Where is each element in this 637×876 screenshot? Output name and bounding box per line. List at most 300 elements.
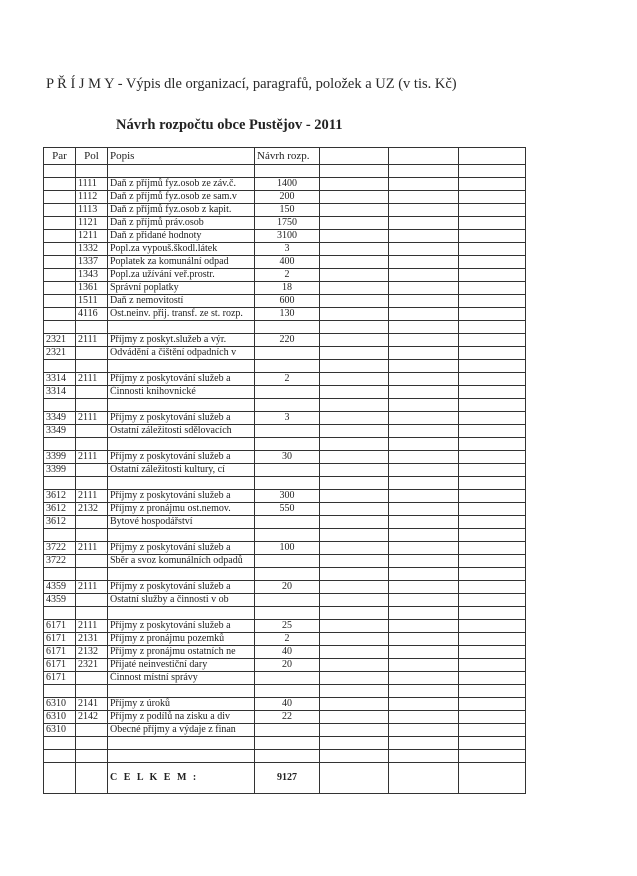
table-row (44, 620, 526, 633)
cell-empty (389, 607, 459, 620)
cell-empty (459, 204, 526, 217)
header-empty (320, 148, 389, 165)
cell-pol (76, 347, 108, 360)
cell-empty (389, 412, 459, 425)
cell-popis: Příjmy z podílů na zisku a div (108, 711, 255, 724)
table-row (44, 178, 526, 191)
cell-popis: Příjmy z poskytování služeb a (108, 373, 255, 386)
cell-popis (108, 165, 255, 178)
cell-empty (459, 438, 526, 451)
cell-popis: Příjmy z poskyt.služeb a výr. (108, 334, 255, 347)
cell-pol (76, 594, 108, 607)
cell-empty (389, 373, 459, 386)
cell-empty (459, 607, 526, 620)
cell-empty (459, 672, 526, 685)
cell-popis (108, 360, 255, 373)
cell-empty (459, 542, 526, 555)
cell-empty (459, 282, 526, 295)
cell-par: 2321 (44, 334, 76, 347)
cell-par (44, 256, 76, 269)
cell-par (44, 399, 76, 412)
cell-empty (459, 425, 526, 438)
cell-empty (320, 633, 389, 646)
cell-popis: Odvádění a čištění odpadních v (108, 347, 255, 360)
table-body (44, 165, 526, 794)
cell-empty (320, 542, 389, 555)
cell-popis: Poplatek za komunální odpad (108, 256, 255, 269)
table-row (44, 594, 526, 607)
cell-popis: Příjmy z úroků (108, 698, 255, 711)
cell-empty (459, 256, 526, 269)
cell-par (44, 308, 76, 321)
cell-par (44, 750, 76, 763)
cell-empty (320, 464, 389, 477)
cell-empty (459, 165, 526, 178)
cell-empty (389, 542, 459, 555)
table-row (44, 503, 526, 516)
cell-empty (320, 386, 389, 399)
table-row (44, 490, 526, 503)
cell-empty (389, 165, 459, 178)
cell-pol: 2321 (76, 659, 108, 672)
cell-popis (108, 399, 255, 412)
cell-empty (459, 633, 526, 646)
cell-empty (389, 204, 459, 217)
cell-par (44, 282, 76, 295)
cell-par (44, 477, 76, 490)
cell-navrh (255, 555, 320, 568)
cell-pol: 1112 (76, 191, 108, 204)
cell-navrh: 2 (255, 269, 320, 282)
table-row (44, 386, 526, 399)
cell-popis: Sběr a svoz komunálních odpadů (108, 555, 255, 568)
cell-empty (320, 594, 389, 607)
cell-par: 6310 (44, 698, 76, 711)
table-row (44, 269, 526, 282)
cell-empty (320, 763, 389, 794)
cell-par (44, 737, 76, 750)
cell-empty (389, 464, 459, 477)
cell-par: 3399 (44, 451, 76, 464)
cell-pol: 4116 (76, 308, 108, 321)
table-row (44, 529, 526, 542)
table-row (44, 334, 526, 347)
cell-navrh: 22 (255, 711, 320, 724)
cell-empty (389, 581, 459, 594)
cell-empty (459, 646, 526, 659)
cell-empty (389, 633, 459, 646)
cell-empty (389, 529, 459, 542)
cell-pol (76, 165, 108, 178)
cell-par: 6171 (44, 633, 76, 646)
cell-par (44, 191, 76, 204)
page-subtitle: Návrh rozpočtu obce Pustějov - 2011 (116, 117, 343, 133)
cell-par (44, 217, 76, 230)
cell-pol (76, 607, 108, 620)
cell-pol (76, 737, 108, 750)
cell-empty (459, 334, 526, 347)
cell-empty (389, 399, 459, 412)
cell-popis: Příjmy z pronájmu ost.nemov. (108, 503, 255, 516)
table-row (44, 711, 526, 724)
table-row (44, 243, 526, 256)
cell-empty (459, 698, 526, 711)
cell-par: 3612 (44, 503, 76, 516)
table-row (44, 737, 526, 750)
cell-pol (76, 464, 108, 477)
cell-par: 6171 (44, 659, 76, 672)
cell-par: 3612 (44, 516, 76, 529)
cell-par: 6171 (44, 620, 76, 633)
cell-empty (320, 217, 389, 230)
cell-empty (459, 581, 526, 594)
cell-pol: 1111 (76, 178, 108, 191)
cell-par (44, 204, 76, 217)
cell-popis (108, 750, 255, 763)
cell-navrh (255, 386, 320, 399)
cell-empty (459, 360, 526, 373)
cell-empty (389, 334, 459, 347)
cell-empty (389, 425, 459, 438)
cell-empty (459, 503, 526, 516)
cell-empty (389, 594, 459, 607)
cell-empty (389, 646, 459, 659)
cell-pol (76, 672, 108, 685)
cell-empty (320, 178, 389, 191)
cell-empty (320, 672, 389, 685)
cell-empty (320, 490, 389, 503)
cell-popis: Příjmy z poskytování služeb a (108, 581, 255, 594)
cell-empty (459, 295, 526, 308)
cell-popis: Příjmy z pronájmu pozemků (108, 633, 255, 646)
cell-navrh (255, 607, 320, 620)
cell-empty (320, 581, 389, 594)
table-header-row (44, 148, 526, 165)
cell-empty (389, 386, 459, 399)
cell-popis: Činnost místní správy (108, 672, 255, 685)
cell-par (44, 360, 76, 373)
cell-popis (108, 438, 255, 451)
cell-navrh: 150 (255, 204, 320, 217)
cell-navrh: 40 (255, 646, 320, 659)
cell-par (44, 685, 76, 698)
cell-par: 3399 (44, 464, 76, 477)
table-row (44, 672, 526, 685)
table-row (44, 568, 526, 581)
cell-navrh (255, 347, 320, 360)
table-row (44, 581, 526, 594)
cell-empty (389, 282, 459, 295)
cell-empty (320, 373, 389, 386)
cell-popis: Ost.neinv. přij. transf. ze st. rozp. (108, 308, 255, 321)
cell-empty (389, 308, 459, 321)
cell-par: 3314 (44, 386, 76, 399)
cell-empty (320, 607, 389, 620)
cell-empty (320, 659, 389, 672)
cell-navrh: 3100 (255, 230, 320, 243)
cell-popis: Správní poplatky (108, 282, 255, 295)
cell-popis: Příjmy z poskytování služeb a (108, 412, 255, 425)
cell-pol: 2111 (76, 490, 108, 503)
cell-navrh: 3 (255, 243, 320, 256)
cell-empty (320, 737, 389, 750)
cell-empty (320, 620, 389, 633)
cell-empty (389, 672, 459, 685)
cell-empty (320, 243, 389, 256)
cell-empty (459, 243, 526, 256)
cell-empty (320, 529, 389, 542)
cell-par: 4359 (44, 581, 76, 594)
table-row (44, 451, 526, 464)
cell-navrh: 1750 (255, 217, 320, 230)
cell-empty (320, 685, 389, 698)
table-row (44, 516, 526, 529)
cell-popis: Ostatní služby a činnosti v ob (108, 594, 255, 607)
cell-empty (320, 399, 389, 412)
table-row (44, 438, 526, 451)
cell-empty (459, 685, 526, 698)
cell-navrh: 100 (255, 542, 320, 555)
cell-empty (459, 750, 526, 763)
cell-navrh (255, 672, 320, 685)
table-row (44, 750, 526, 763)
cell-empty (459, 386, 526, 399)
cell-navrh (255, 399, 320, 412)
page-title: P Ř Í J M Y - Výpis dle organizací, paragrafů, položek a UZ (v tis. Kč) (46, 76, 457, 92)
cell-navrh (255, 464, 320, 477)
cell-navrh: 20 (255, 581, 320, 594)
cell-popis: Činnosti knihovnické (108, 386, 255, 399)
cell-empty (320, 269, 389, 282)
cell-par: 3722 (44, 542, 76, 555)
table-row (44, 373, 526, 386)
total-value: 9127 (255, 763, 320, 794)
cell-empty (389, 698, 459, 711)
cell-empty (459, 321, 526, 334)
cell-empty (389, 620, 459, 633)
table-row (44, 659, 526, 672)
cell-popis: Popl.za vypouš.škodl.látek (108, 243, 255, 256)
cell-navrh: 25 (255, 620, 320, 633)
table-row (44, 256, 526, 269)
total-row (44, 763, 526, 794)
cell-empty (320, 425, 389, 438)
cell-popis: Daň z příjmů fyz.osob ze sam.v (108, 191, 255, 204)
cell-popis: Příjmy z pronájmu ostatních ne (108, 646, 255, 659)
cell-navrh: 400 (255, 256, 320, 269)
cell-empty (389, 360, 459, 373)
cell-navrh (255, 724, 320, 737)
cell-empty (320, 256, 389, 269)
cell-pol: 1511 (76, 295, 108, 308)
cell-par: 2321 (44, 347, 76, 360)
cell-empty (320, 412, 389, 425)
table-row (44, 646, 526, 659)
cell-pol: 2111 (76, 620, 108, 633)
cell-empty (459, 477, 526, 490)
cell-pol: 2111 (76, 542, 108, 555)
cell-empty (389, 295, 459, 308)
cell-empty (459, 412, 526, 425)
cell-pol: 2111 (76, 451, 108, 464)
cell-popis: Daň z příjmů práv.osob (108, 217, 255, 230)
cell-navrh: 3 (255, 412, 320, 425)
cell-empty (389, 568, 459, 581)
table-row (44, 399, 526, 412)
cell-empty (459, 451, 526, 464)
cell-par: 4359 (44, 594, 76, 607)
cell-popis: Příjmy z poskytování služeb a (108, 490, 255, 503)
cell-empty (459, 724, 526, 737)
table-row (44, 204, 526, 217)
table-row (44, 633, 526, 646)
cell-pol (76, 477, 108, 490)
table-row (44, 282, 526, 295)
cell-empty (320, 698, 389, 711)
cell-empty (459, 763, 526, 794)
header-empty (459, 148, 526, 165)
cell-pol: 1211 (76, 230, 108, 243)
cell-popis (108, 737, 255, 750)
cell-popis: Obecné příjmy a výdaje z finan (108, 724, 255, 737)
cell-navrh (255, 477, 320, 490)
cell-empty (320, 191, 389, 204)
header-pol: Pol (76, 148, 108, 165)
table-row (44, 308, 526, 321)
cell-empty (389, 555, 459, 568)
cell-empty (389, 269, 459, 282)
cell-empty (320, 295, 389, 308)
cell-empty (459, 490, 526, 503)
cell-popis: Přijaté neinvestiční dary (108, 659, 255, 672)
cell-popis (108, 607, 255, 620)
cell-pol: 1343 (76, 269, 108, 282)
cell-empty (320, 360, 389, 373)
cell-navrh (255, 529, 320, 542)
cell-empty (459, 230, 526, 243)
cell-pol (76, 555, 108, 568)
cell-navrh (255, 165, 320, 178)
cell-empty (389, 516, 459, 529)
table-row (44, 347, 526, 360)
cell-pol (76, 529, 108, 542)
cell-popis (108, 529, 255, 542)
cell-par (44, 243, 76, 256)
cell-navrh: 18 (255, 282, 320, 295)
cell-empty (389, 347, 459, 360)
cell-pol (76, 724, 108, 737)
cell-empty (459, 516, 526, 529)
table-row (44, 321, 526, 334)
cell-empty (459, 269, 526, 282)
cell-pol: 2132 (76, 503, 108, 516)
cell-par: 3612 (44, 490, 76, 503)
cell-empty (389, 438, 459, 451)
table-row (44, 412, 526, 425)
cell-pol (76, 360, 108, 373)
budget-table (43, 147, 526, 794)
header-navrh: Návrh rozp. (255, 148, 320, 165)
cell-pol: 2111 (76, 334, 108, 347)
cell-empty (320, 555, 389, 568)
cell-par (44, 165, 76, 178)
table-row (44, 685, 526, 698)
cell-empty (459, 399, 526, 412)
cell-empty (389, 178, 459, 191)
cell-empty (459, 555, 526, 568)
cell-navrh: 550 (255, 503, 320, 516)
cell-pol: 2142 (76, 711, 108, 724)
cell-popis: Příjmy z poskytování služeb a (108, 451, 255, 464)
cell-pol (76, 386, 108, 399)
cell-empty (320, 204, 389, 217)
total-label: C E L K E M : (108, 763, 255, 794)
cell-popis (108, 321, 255, 334)
cell-pol: 2111 (76, 373, 108, 386)
header-empty (389, 148, 459, 165)
cell-empty (459, 711, 526, 724)
table-row (44, 191, 526, 204)
cell-empty (320, 347, 389, 360)
cell-empty (320, 503, 389, 516)
cell-empty (320, 646, 389, 659)
cell-empty (389, 191, 459, 204)
cell-pol (76, 763, 108, 794)
cell-pol (76, 516, 108, 529)
cell-empty (389, 750, 459, 763)
cell-navrh: 300 (255, 490, 320, 503)
table-row (44, 542, 526, 555)
table-row (44, 217, 526, 230)
cell-empty (459, 529, 526, 542)
cell-par (44, 763, 76, 794)
cell-empty (320, 165, 389, 178)
cell-par (44, 230, 76, 243)
table-row (44, 165, 526, 178)
cell-par (44, 295, 76, 308)
cell-empty (459, 191, 526, 204)
cell-pol: 2131 (76, 633, 108, 646)
cell-popis: Daň z nemovitostí (108, 295, 255, 308)
cell-empty (320, 724, 389, 737)
cell-empty (320, 282, 389, 295)
table-row (44, 607, 526, 620)
cell-empty (459, 308, 526, 321)
cell-par: 6171 (44, 646, 76, 659)
cell-empty (389, 451, 459, 464)
cell-empty (459, 620, 526, 633)
cell-empty (459, 659, 526, 672)
cell-empty (459, 217, 526, 230)
cell-popis: Příjmy z poskytování služeb a (108, 542, 255, 555)
cell-pol: 1332 (76, 243, 108, 256)
cell-empty (320, 308, 389, 321)
table-row (44, 464, 526, 477)
cell-navrh: 220 (255, 334, 320, 347)
cell-navrh (255, 685, 320, 698)
cell-empty (459, 347, 526, 360)
cell-pol: 1337 (76, 256, 108, 269)
cell-par: 6310 (44, 711, 76, 724)
cell-pol (76, 425, 108, 438)
cell-pol: 2132 (76, 646, 108, 659)
cell-par (44, 178, 76, 191)
cell-empty (459, 373, 526, 386)
cell-popis: Daň z příjmů fyz.osob ze záv.č. (108, 178, 255, 191)
cell-empty (459, 568, 526, 581)
cell-pol (76, 568, 108, 581)
cell-empty (320, 438, 389, 451)
